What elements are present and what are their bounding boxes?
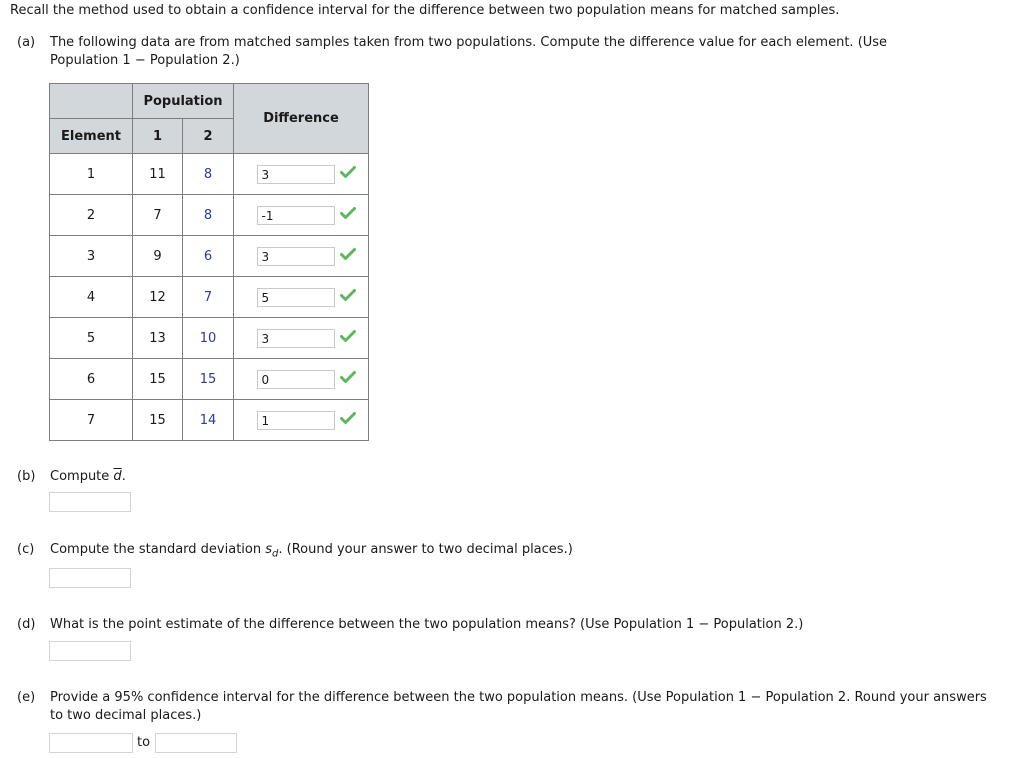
- matched-samples-table: [49, 83, 369, 441]
- population-1-cell: 12: [133, 277, 183, 318]
- population-2-cell: 6: [183, 236, 234, 277]
- population-2-cell: 10: [183, 318, 234, 359]
- sd-answer-input[interactable]: [49, 568, 131, 588]
- checkmark-icon: [340, 329, 356, 347]
- difference-cell: [234, 236, 369, 277]
- population-2-cell: 15: [183, 359, 234, 400]
- part-a-text-line1: The following data are from matched samples taken from two populations. Compute the difference value for each element. (Use: [50, 35, 888, 50]
- population-2-cell: 8: [183, 195, 234, 236]
- table-row: [50, 318, 369, 359]
- element-cell: 7: [50, 400, 133, 441]
- difference-input[interactable]: 3: [257, 329, 335, 348]
- checkmark-icon: [340, 247, 356, 265]
- difference-input[interactable]: 0: [257, 370, 335, 389]
- difference-input[interactable]: 3: [257, 247, 335, 266]
- part-d-label: (d): [17, 617, 36, 632]
- part-e-label: (e): [17, 690, 36, 705]
- checkmark-icon: [340, 370, 356, 388]
- blank-header-cell: [50, 84, 133, 119]
- checkmark-icon: [340, 165, 356, 183]
- difference-input[interactable]: 5: [257, 288, 335, 307]
- part-b-prompt: Compute: [50, 469, 110, 484]
- point-estimate-answer-input[interactable]: [49, 641, 131, 661]
- difference-header: Difference: [234, 84, 369, 154]
- ci-upper-answer-input[interactable]: [155, 733, 237, 753]
- ci-to-label: to: [137, 735, 151, 750]
- table-row: [50, 236, 369, 277]
- element-cell: 3: [50, 236, 133, 277]
- checkmark-icon: [340, 411, 356, 429]
- difference-cell: [234, 154, 369, 195]
- population-2-cell: 7: [183, 277, 234, 318]
- ci-lower-answer-input[interactable]: [49, 733, 133, 753]
- element-cell: 4: [50, 277, 133, 318]
- population-1-cell: 7: [133, 195, 183, 236]
- table-row: [50, 195, 369, 236]
- d-bar-symbol: $\overline{d}$: [113, 469, 122, 484]
- d-bar-answer-input[interactable]: [49, 492, 131, 512]
- part-c-label: (c): [17, 542, 35, 557]
- part-d-text: What is the point estimate of the difference between the two population means? (Use Population 1 − Population 2.): [50, 617, 804, 632]
- difference-input[interactable]: 3: [257, 165, 335, 184]
- part-c-suffix: . (Round your answer to two decimal places.): [278, 542, 573, 557]
- table-row: [50, 359, 369, 400]
- population-2-cell: 14: [183, 400, 234, 441]
- population-1-cell: 11: [133, 154, 183, 195]
- element-header: Element: [50, 119, 133, 154]
- part-b-text: [50, 468, 126, 486]
- population-1-header: 1: [133, 119, 183, 154]
- part-e-text-line1: Provide a 95% confidence interval for the difference between the two population means. (Use Population 1 − Population 2. Round your answers: [50, 690, 987, 705]
- difference-cell: [234, 318, 369, 359]
- difference-cell: [234, 359, 369, 400]
- table-row: [50, 400, 369, 441]
- population-1-cell: 15: [133, 400, 183, 441]
- difference-cell: [234, 400, 369, 441]
- part-b-label: (b): [17, 469, 36, 484]
- part-c-prompt: Compute the standard deviation: [50, 542, 262, 557]
- element-cell: 2: [50, 195, 133, 236]
- element-cell: 1: [50, 154, 133, 195]
- checkmark-icon: [340, 206, 356, 224]
- population-header: Population: [133, 84, 234, 119]
- part-a-label: (a): [17, 35, 36, 50]
- population-2-cell: 8: [183, 154, 234, 195]
- difference-input[interactable]: -1: [257, 206, 335, 225]
- difference-cell: [234, 277, 369, 318]
- population-2-header: 2: [183, 119, 234, 154]
- population-1-cell: 15: [133, 359, 183, 400]
- element-cell: 6: [50, 359, 133, 400]
- part-e-text-line2: to two decimal places.): [50, 708, 202, 723]
- part-c-text: [50, 541, 573, 564]
- checkmark-icon: [340, 288, 356, 306]
- element-cell: 5: [50, 318, 133, 359]
- difference-cell: [234, 195, 369, 236]
- part-b-suffix: .: [121, 469, 126, 484]
- table-row: [50, 154, 369, 195]
- intro-text: Recall the method used to obtain a confidence interval for the difference between two population means for matched samples.: [10, 3, 840, 18]
- difference-input[interactable]: 1: [257, 411, 335, 430]
- part-a-text-line2: Population 1 − Population 2.): [50, 53, 240, 68]
- sd-symbol: $s_d$: [265, 542, 279, 560]
- population-1-cell: 13: [133, 318, 183, 359]
- table-row: [50, 277, 369, 318]
- population-1-cell: 9: [133, 236, 183, 277]
